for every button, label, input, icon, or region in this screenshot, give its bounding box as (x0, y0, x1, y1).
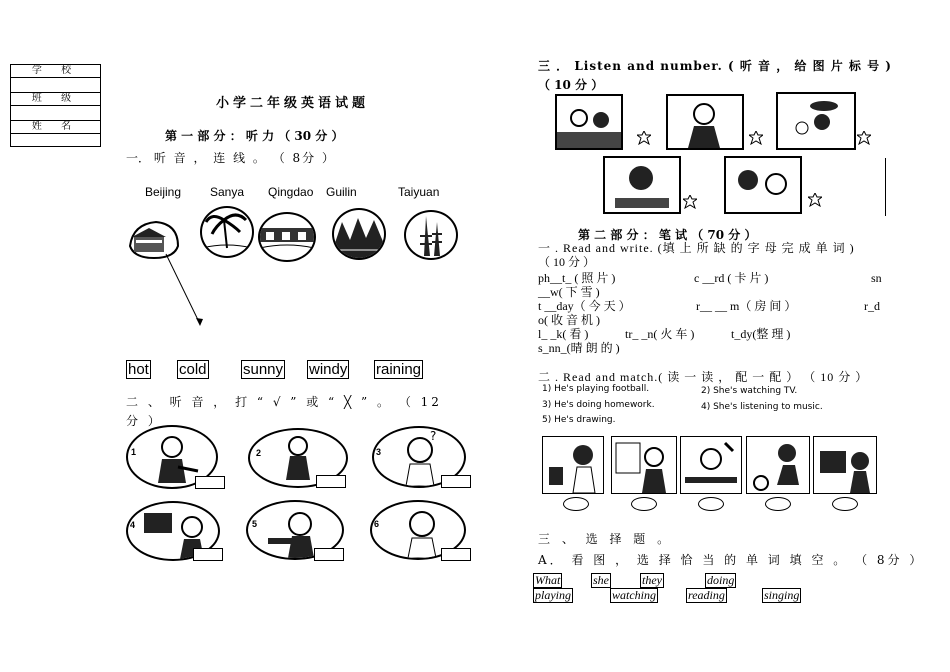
weather-raining: raining (376, 361, 422, 378)
number-burst-2[interactable] (749, 131, 763, 145)
word-choice-singing: singing (764, 588, 800, 602)
match-picture-music (542, 436, 604, 494)
word-train: tr_ _n( 火 车 ) (625, 327, 695, 341)
word-choice-doing: doing (707, 573, 735, 587)
match-circle-2[interactable] (631, 497, 657, 511)
blank-row (11, 106, 100, 121)
read-write-line2: （ 10 分 ） (538, 255, 596, 269)
choose-subheading: A． 看 图 ， 选 择 恰 当 的 单 词 填 空 。 （ 8分 ） (538, 553, 925, 567)
choose-heading: 三 、 选 择 题 。 (538, 532, 674, 546)
number-burst-5[interactable] (808, 193, 822, 207)
name-label: 姓 名 (11, 121, 100, 134)
picture-number-6: 6 (374, 519, 380, 529)
weather-hot: hot (128, 361, 149, 378)
q3-heading (538, 57, 892, 93)
picture-number-5: 5 (252, 519, 258, 529)
city-qingdao: Qingdao (268, 185, 314, 199)
connecting-line (160, 250, 210, 330)
answer-box-6[interactable] (441, 548, 471, 561)
number-picture-1 (555, 94, 623, 150)
q2-line2: 分 ） (126, 414, 163, 428)
answer-box-2[interactable] (316, 475, 346, 488)
read-write-row-3 (538, 271, 883, 285)
picture-number-1: 1 (131, 447, 137, 457)
number-burst-4[interactable] (683, 195, 697, 209)
weather-windy: windy (309, 361, 348, 378)
read-write-section (538, 241, 883, 355)
word-snow-start: sn (871, 271, 882, 285)
part2-heading: 第 二 部 分 ： 笔 试 （ 70 分 ） (578, 228, 757, 242)
q3-line2: （ 10 分 ） (538, 78, 604, 92)
match-sentence-4: 4) She's listening to music. (701, 402, 823, 412)
guilin-picture (332, 208, 386, 260)
match-sentence-5: 5) He's drawing. (542, 415, 616, 425)
answer-box-5[interactable] (314, 548, 344, 561)
q1-heading (126, 149, 336, 166)
word-photo: ph__t_ ( 照 片 ) (538, 271, 616, 285)
word-snow-end: __w( 下 雪 ) (538, 285, 600, 299)
match-circle-3[interactable] (698, 497, 724, 511)
part1-heading: 第 一 部 分 ： 听 力 （ 30 分 ） (165, 129, 344, 143)
qingdao-picture (258, 212, 316, 262)
answer-box-4[interactable] (193, 548, 223, 561)
match-circle-5[interactable] (832, 497, 858, 511)
picture-number-2: 2 (256, 448, 262, 458)
answer-box-1[interactable] (195, 476, 225, 489)
school-label: 学 校 (11, 65, 100, 78)
svg-text:?: ? (430, 429, 437, 443)
answer-box-3[interactable] (441, 475, 471, 488)
number-picture-5 (724, 156, 802, 214)
taiyuan-picture (404, 210, 458, 260)
word-choice-they: they (642, 573, 662, 587)
blank-row (11, 134, 100, 146)
read-write-line1: 一 . Read and write. (填 上 所 缺 的 字 母 完 成 单 词 ) (538, 241, 855, 255)
word-sunny: s_nn_(晴 朗 的 ) (538, 341, 620, 355)
city-guilin: Guilin (326, 185, 357, 199)
word-choice-playing: playing (535, 588, 571, 602)
weather-sunny: sunny (243, 361, 284, 378)
read-write-row-7 (538, 327, 883, 341)
q1-label: 一． (126, 151, 151, 165)
word-choice-what: What (535, 573, 561, 587)
word-tidy: t_dy(整 理 ) (731, 327, 791, 341)
number-picture-2 (666, 94, 744, 150)
number-burst-1[interactable] (637, 131, 651, 145)
q3-line1: 三 ． Listen and number. ( 听 音 ， 给 图 片 标 号 ) (538, 59, 892, 73)
page-edge-line (885, 158, 886, 216)
word-choice-reading: reading (688, 588, 725, 602)
q1-text: 听 音 ， 连 线 。 （ 8分 ） (153, 151, 336, 165)
weather-cold: cold (179, 361, 207, 378)
match-sentence-1: 1) He's playing football. (542, 384, 650, 394)
word-look: l_ _k( 看 ) (538, 327, 589, 341)
picture-number-4: 4 (130, 520, 136, 530)
student-info-table (10, 64, 101, 147)
class-label: 班 级 (11, 93, 100, 106)
word-choice-she: she (593, 573, 609, 587)
number-picture-4 (603, 156, 681, 214)
match-sentence-3: 3) He's doing homework. (542, 400, 655, 410)
blank-row (11, 78, 100, 93)
word-card: c __rd ( 卡 片 ) (694, 271, 769, 285)
number-picture-3 (776, 92, 856, 150)
q2-line1: 二 、 听 音 ， 打 “ √ ” 或 “ ╳ ” 。 （ 12 (126, 395, 442, 409)
picture-number-3: 3 (376, 447, 382, 457)
city-sanya: Sanya (210, 185, 245, 199)
match-picture-drawing (611, 436, 677, 494)
word-choice-watching: watching (612, 588, 656, 602)
word-today: t __day（ 今 天 ） (538, 299, 631, 313)
word-room: r__ __ m（ 房 间 ） (696, 299, 797, 313)
number-burst-3[interactable] (857, 131, 871, 145)
match-circle-4[interactable] (765, 497, 791, 511)
word-radio-start: r_d (864, 299, 880, 313)
read-write-row-5 (538, 299, 883, 313)
match-picture-tv (813, 436, 877, 494)
page-title: 小学二年级英语试题 (216, 96, 370, 111)
word-radio-end: o( 收 音 机 ) (538, 313, 600, 327)
city-beijing: Beijing (145, 185, 182, 199)
match-sentence-2: 2) She's watching TV. (701, 386, 798, 396)
match-picture-football (746, 436, 810, 494)
read-match-heading: 二 . Read and match.( 读 一 读 ， 配 一 配 ） （ 10 分 ） (538, 370, 869, 384)
city-taiyuan: Taiyuan (398, 185, 440, 199)
match-circle-1[interactable] (563, 497, 589, 511)
q2-heading (126, 393, 472, 429)
match-picture-homework (680, 436, 742, 494)
